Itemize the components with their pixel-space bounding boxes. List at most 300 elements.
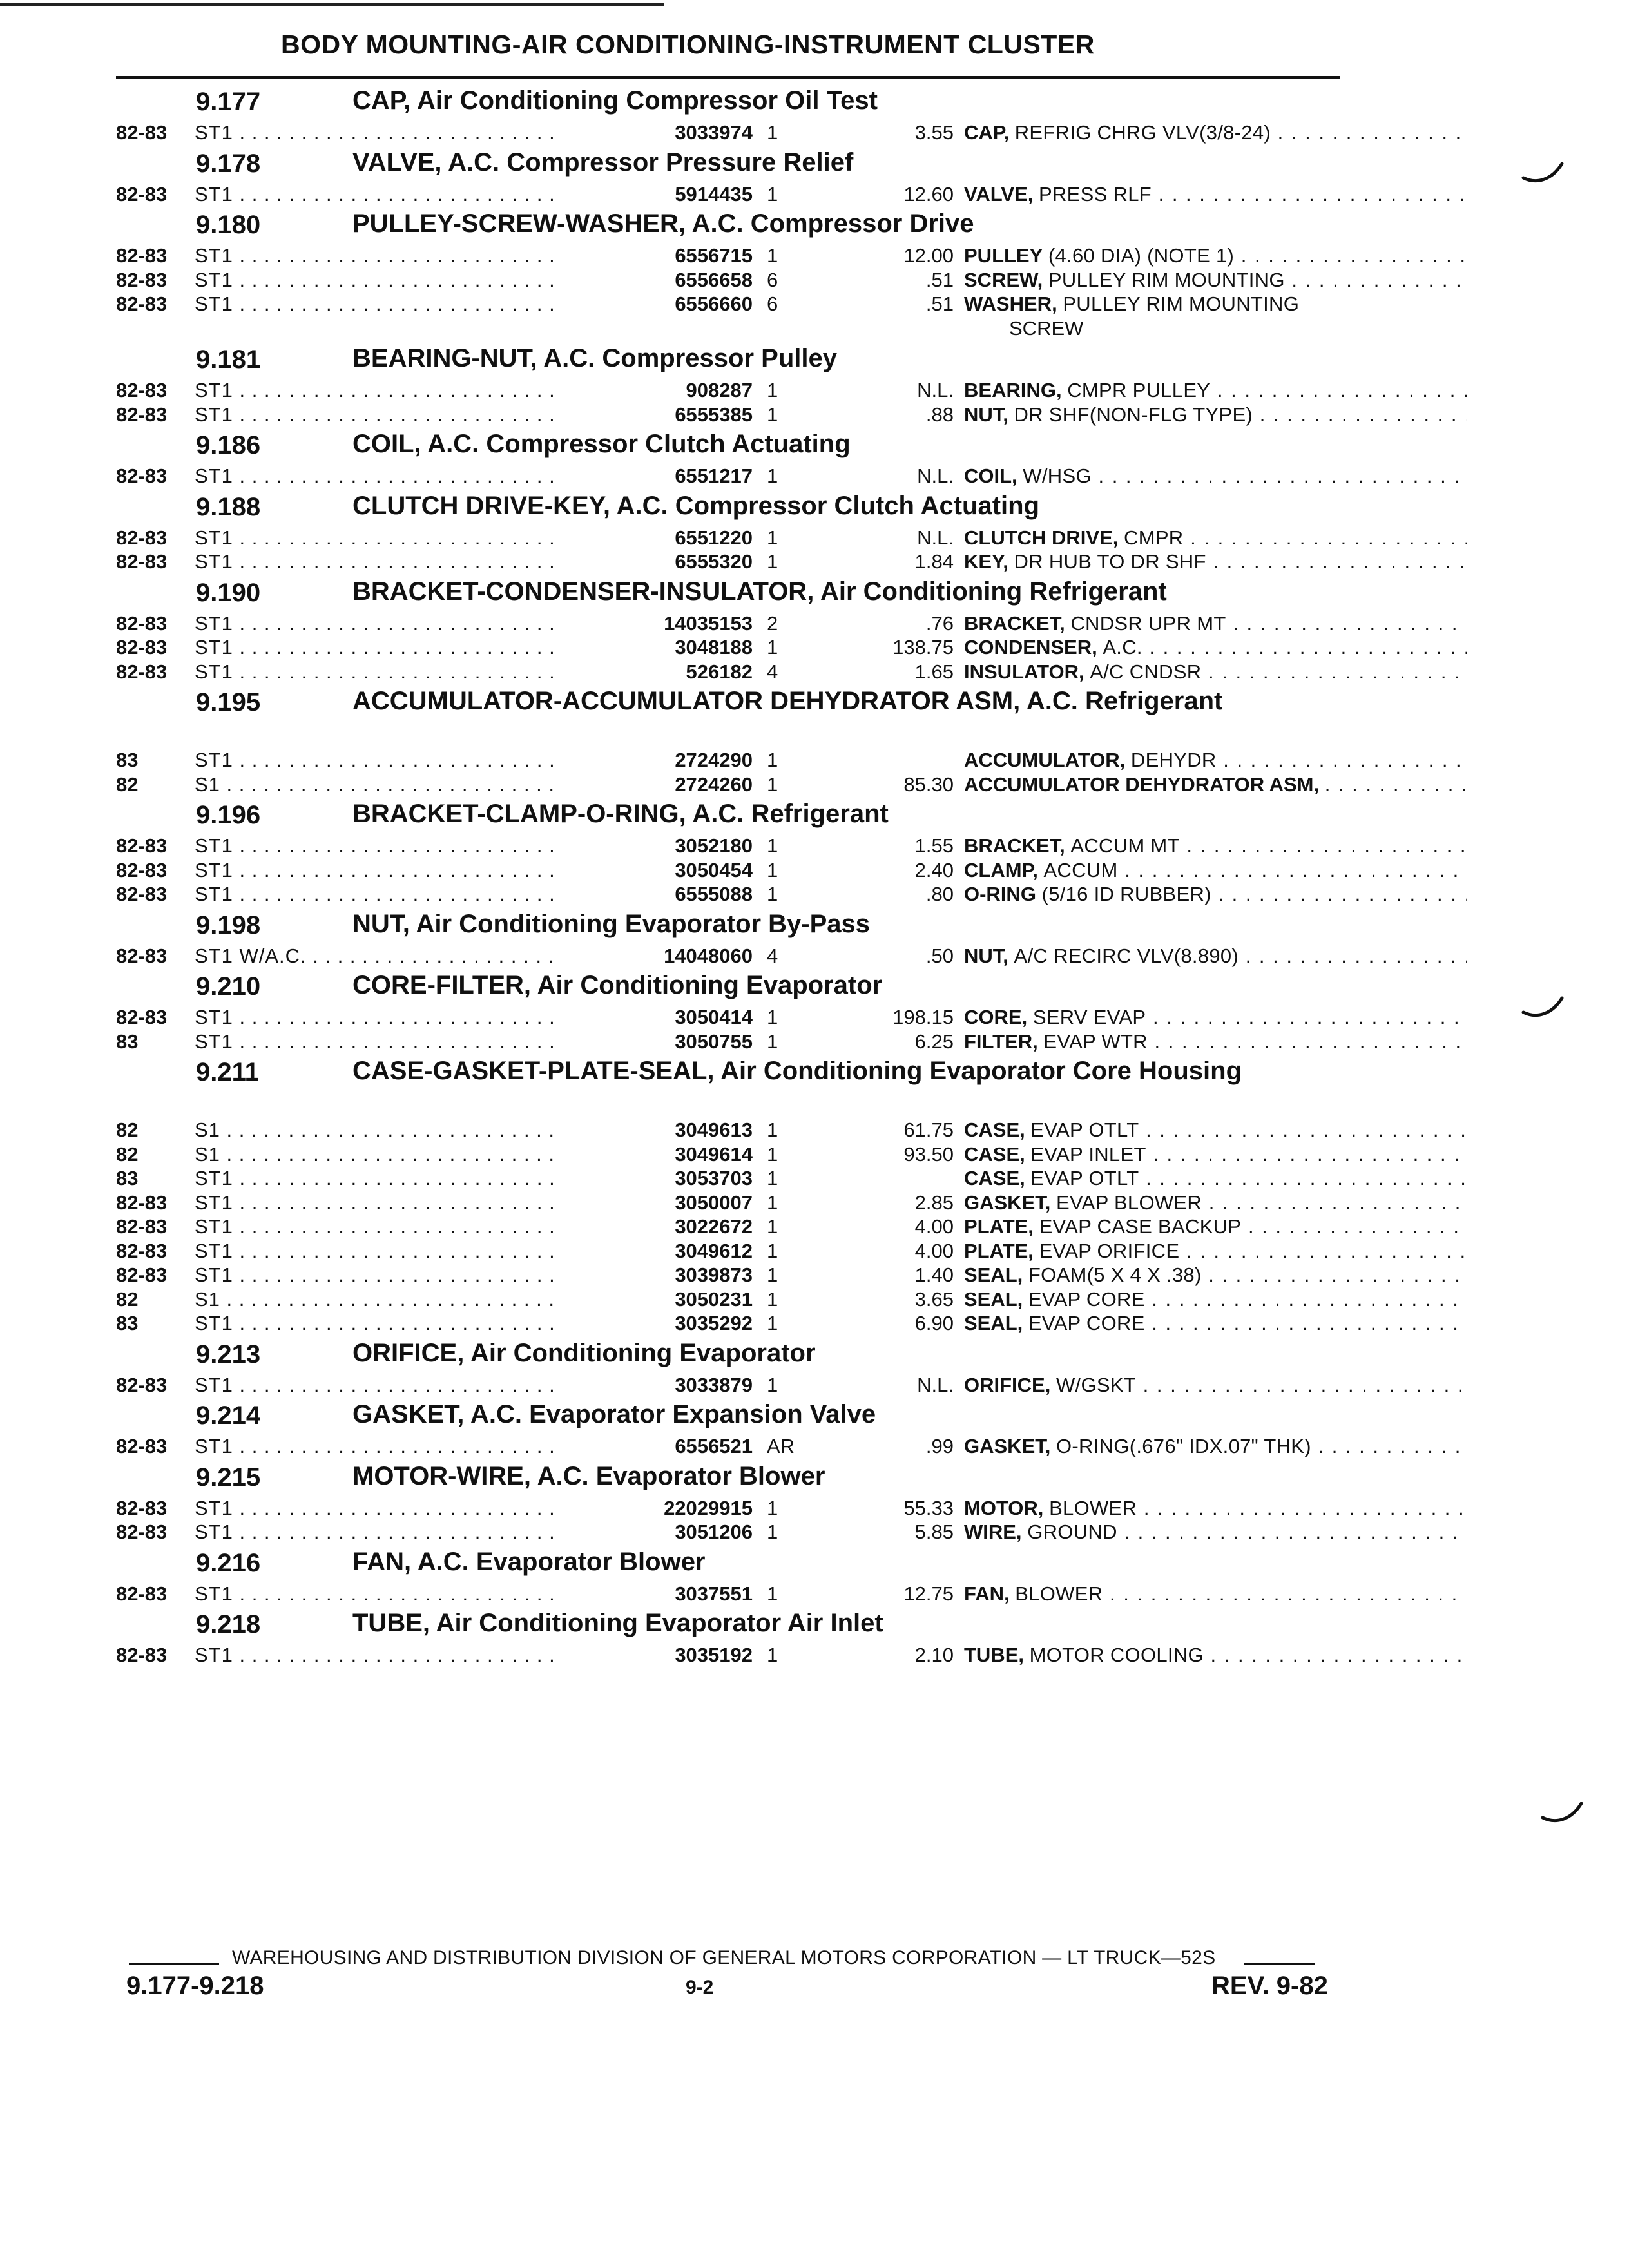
leader-dots (1241, 1215, 1467, 1238)
leader-dots (1226, 612, 1467, 635)
quantity: 1 (767, 1312, 778, 1334)
table-row (116, 636, 1340, 660)
model-year: 82-83 (116, 1006, 168, 1028)
quantity: 1 (767, 773, 778, 796)
leader-dots (1152, 183, 1467, 206)
quantity: 4 (767, 660, 778, 683)
table-row (116, 1167, 1340, 1191)
series-code: ST1 . . . (195, 293, 659, 316)
price: 2.40 (914, 858, 954, 881)
series-code: ST1 . . . (195, 183, 659, 206)
section-title: COIL, A.C. Compressor Clutch Actuating (352, 430, 851, 458)
quantity: 1 (767, 1373, 778, 1396)
price: .51 (925, 293, 954, 315)
margin-check-mark (1540, 1801, 1585, 1827)
item-detail: DEHYDR (1130, 749, 1217, 771)
item-description (964, 1288, 1467, 1311)
item-description (964, 550, 1467, 573)
model-year: 82-83 (116, 1215, 168, 1238)
quantity: 1 (767, 1264, 778, 1286)
table-row (116, 1030, 1340, 1055)
table-row (116, 612, 1340, 637)
footer-line (129, 1947, 1353, 1973)
quantity: 1 (767, 379, 778, 401)
item-detail: EVAP OTLT (1030, 1119, 1139, 1141)
table-row (116, 550, 1340, 575)
part-number: 6556715 (554, 244, 753, 267)
quantity: 1 (767, 1030, 778, 1053)
series-code: ST1 . . . (195, 660, 659, 684)
leader-dots (1217, 749, 1467, 771)
quantity: 1 (767, 834, 778, 857)
leader-dots (1136, 1374, 1467, 1396)
footer-text: WAREHOUSING AND DISTRIBUTION DIVISION OF GENERAL MOTORS CORPORATION — LT TRUCK—52S (232, 1947, 1216, 1968)
table-row (116, 1521, 1340, 1545)
item-name: SCREW, (964, 268, 1043, 291)
section-title: ORIFICE, Air Conditioning Evaporator (352, 1338, 816, 1367)
item-name: CASE, (964, 1167, 1025, 1189)
quantity: 1 (767, 1287, 778, 1311)
item-description (964, 660, 1467, 684)
section-header (116, 207, 1340, 244)
parts-section (116, 1606, 1340, 1668)
item-detail: BLOWER (1015, 1582, 1103, 1605)
model-year: 82-83 (116, 465, 168, 487)
leader-dots (1234, 244, 1467, 267)
part-number: 3049613 (554, 1119, 753, 1142)
leader-dots (1202, 1264, 1467, 1286)
series-code: ST1 . . . (195, 1215, 659, 1238)
table-row (116, 1435, 1340, 1459)
parts-section (116, 575, 1340, 685)
price: 12.75 (903, 1582, 954, 1605)
item-name: GASKET, (964, 1435, 1051, 1457)
section-header (116, 797, 1340, 834)
series-code: S1 . . . (195, 1288, 659, 1311)
item-description (964, 1119, 1467, 1142)
item-detail: A/C CNDSR (1090, 660, 1202, 683)
section-header (116, 1054, 1340, 1119)
model-year: 82 (116, 1142, 139, 1166)
section-title: BEARING-NUT, A.C. Compressor Pulley (352, 344, 837, 372)
leader-dots (1325, 773, 1467, 796)
series-code: ST1 . . . (195, 1030, 659, 1053)
price: 6.90 (914, 1312, 954, 1334)
item-description (964, 121, 1467, 144)
series-code: ST1 . . . (195, 1521, 659, 1544)
item-name: CONDENSER, (964, 636, 1097, 658)
series-code: ST1 . . . (195, 1264, 659, 1287)
part-number: 2724260 (554, 773, 753, 796)
item-detail: O-RING(.676" IDX.07" THK) (1055, 1435, 1311, 1457)
section-title: ACCUMULATOR-ACCUMULATOR DEHYDRATOR ASM, A.C. Refrigerant (352, 687, 1223, 715)
model-year: 82-83 (116, 660, 168, 683)
item-detail: EVAP OTLT (1030, 1167, 1139, 1189)
series-code: ST1 W/A.C. . . . (195, 945, 659, 968)
item-detail: ACCUM (1043, 858, 1118, 881)
part-number: 14035153 (554, 612, 753, 635)
parts-section (116, 968, 1340, 1054)
item-name: CLUTCH DRIVE, (964, 526, 1119, 549)
item-name: WIRE, (964, 1521, 1022, 1543)
model-year: 82 (116, 1287, 139, 1311)
section-number: 9.211 (196, 1058, 259, 1086)
item-description (964, 1006, 1467, 1029)
series-code: ST1 . . . (195, 121, 659, 144)
item-detail: CMPR PULLEY (1067, 379, 1211, 401)
section-number: 9.188 (196, 492, 261, 521)
section-title: PULLEY-SCREW-WASHER, A.C. Compressor Drive (352, 209, 974, 238)
section-header (116, 84, 1340, 121)
series-code: ST1 . . . (195, 526, 659, 550)
top-rule (0, 3, 664, 6)
section-number: 9.213 (196, 1340, 261, 1369)
item-name: FILTER, (964, 1030, 1038, 1053)
series-code: ST1 . . . (195, 550, 659, 573)
quantity: 6 (767, 293, 778, 315)
parts-section (116, 797, 1340, 907)
model-year: 82-83 (116, 611, 168, 635)
part-number: 6551220 (554, 526, 753, 550)
series-code: ST1 . . . (195, 883, 659, 906)
item-name: PULLEY (964, 244, 1043, 267)
price: 5.85 (914, 1521, 954, 1543)
item-name: KEY, (964, 550, 1008, 573)
part-number: 6556660 (554, 293, 753, 316)
section-title: CAP, Air Conditioning Compressor Oil Test (352, 86, 878, 115)
model-year: 82-83 (116, 858, 168, 881)
table-row (116, 121, 1340, 146)
quantity: AR (767, 1435, 795, 1457)
item-detail: (5/16 ID RUBBER) (1041, 883, 1211, 905)
part-number: 3051206 (554, 1521, 753, 1544)
section-header (116, 684, 1340, 749)
section-header (116, 427, 1340, 465)
item-description (964, 1215, 1467, 1238)
item-description (964, 526, 1467, 550)
price: 1.55 (914, 834, 954, 857)
quantity: 1 (767, 465, 778, 487)
leader-dots (1239, 945, 1467, 967)
quantity: 1 (767, 403, 778, 426)
section-title: BRACKET-CONDENSER-INSULATOR, Air Conditioning Refrigerant (352, 577, 1167, 606)
series-code: ST1 . . . (195, 244, 659, 267)
leader-dots (1180, 834, 1467, 857)
item-description (964, 883, 1467, 906)
item-description (964, 749, 1467, 772)
parts-section (116, 146, 1340, 207)
item-name: NUT, (964, 944, 1008, 967)
table-row (116, 244, 1340, 269)
leader-dots (1139, 1167, 1467, 1189)
parts-section (116, 427, 1340, 489)
part-number: 3053703 (554, 1167, 753, 1190)
section-title: NUT, Air Conditioning Evaporator By-Pass (352, 909, 871, 938)
section-number: 9.178 (196, 149, 261, 178)
section-title: BRACKET-CLAMP-O-RING, A.C. Refrigerant (352, 800, 889, 828)
parts-section (116, 207, 1340, 341)
item-detail: SERV EVAP (1032, 1006, 1146, 1028)
table-row (116, 883, 1340, 907)
table-row (116, 749, 1340, 773)
item-detail: EVAP BLOWER (1055, 1191, 1202, 1214)
item-description (964, 636, 1467, 659)
item-description (964, 1240, 1467, 1263)
price: 1.84 (914, 550, 954, 573)
section-number: 9.218 (196, 1610, 261, 1639)
part-number: 5914435 (554, 183, 753, 206)
model-year: 82-83 (116, 834, 168, 857)
item-description (964, 1143, 1467, 1166)
table-row (116, 1119, 1340, 1143)
table-row (116, 1582, 1340, 1607)
page-header (116, 27, 1340, 79)
item-description (964, 403, 1467, 427)
model-year: 82-83 (116, 1239, 168, 1262)
series-code: S1 . . . (195, 773, 659, 796)
margin-check-mark (1521, 161, 1566, 187)
price: 3.65 (914, 1287, 954, 1311)
section-number: 9.216 (196, 1548, 261, 1577)
part-number: 3048188 (554, 636, 753, 659)
price: 138.75 (892, 636, 954, 658)
part-number: 3033879 (554, 1374, 753, 1397)
leader-dots (1202, 1191, 1467, 1214)
item-description (964, 945, 1467, 968)
series-code: ST1 . . . (195, 612, 659, 635)
section-title: FAN, A.C. Evaporator Blower (352, 1547, 706, 1576)
part-number: 3033974 (554, 121, 753, 144)
price: 2.85 (914, 1191, 954, 1214)
leader-dots (1103, 1582, 1467, 1605)
footer-rule-left (129, 1963, 219, 1965)
table-row (116, 773, 1340, 798)
table-row (116, 526, 1340, 551)
model-year: 82-83 (116, 182, 168, 206)
item-description (964, 1167, 1467, 1190)
section-title: GASKET, A.C. Evaporator Expansion Valve (352, 1400, 876, 1428)
leader-dots (1204, 1644, 1467, 1666)
price: .99 (925, 1435, 954, 1457)
leader-dots (1211, 883, 1467, 905)
parts-section (116, 84, 1340, 146)
model-year: 82 (116, 773, 139, 796)
leader-dots (1145, 1312, 1467, 1334)
section-title: MOTOR-WIRE, A.C. Evaporator Blower (352, 1461, 825, 1490)
model-year: 82-83 (116, 883, 168, 905)
part-number: 2724290 (554, 749, 753, 772)
model-year: 83 (116, 749, 139, 771)
series-code: ST1 . . . (195, 1435, 659, 1458)
item-description (964, 834, 1467, 858)
price: 85.30 (903, 773, 954, 796)
price: N.L. (917, 526, 954, 549)
model-year: 82-83 (116, 293, 168, 315)
leader-dots (1311, 1435, 1467, 1457)
parts-list (116, 84, 1340, 1668)
item-name: SEAL, (964, 1264, 1023, 1286)
item-description-continued (964, 317, 1467, 340)
series-code: ST1 . . . (195, 1191, 659, 1215)
item-detail: EVAP CORE (1028, 1312, 1145, 1334)
item-name: COIL, (964, 465, 1017, 487)
leader-dots (1285, 269, 1467, 291)
leader-dots (1253, 403, 1467, 426)
table-row (116, 1240, 1340, 1264)
part-number: 3049612 (554, 1240, 753, 1263)
series-code: ST1 . . . (195, 269, 659, 292)
leader-dots (1148, 1030, 1467, 1053)
item-name: ACCUMULATOR, (964, 749, 1126, 771)
series-code: ST1 . . . (195, 1644, 659, 1667)
item-name: CAP, (964, 121, 1010, 144)
item-name: CASE, (964, 1142, 1025, 1166)
item-name: CLAMP, (964, 858, 1038, 881)
price: 3.55 (914, 121, 954, 144)
table-row (116, 269, 1340, 293)
section-header (116, 1336, 1340, 1374)
price: N.L. (917, 1373, 954, 1396)
item-description (964, 612, 1467, 635)
quantity: 1 (767, 883, 778, 905)
price: 93.50 (903, 1142, 954, 1166)
item-detail: EVAP ORIFICE (1039, 1239, 1180, 1262)
series-code: S1 . . . (195, 1119, 659, 1142)
quantity: 1 (767, 636, 778, 658)
item-name: PLATE, (964, 1215, 1034, 1238)
quantity: 1 (767, 1167, 778, 1189)
part-number: 3037551 (554, 1582, 753, 1606)
item-name: WASHER, (964, 293, 1057, 315)
price: N.L. (917, 465, 954, 487)
section-number: 9.214 (196, 1401, 261, 1430)
model-year: 82-83 (116, 244, 168, 267)
item-name: GASKET, (964, 1191, 1051, 1214)
series-code: ST1 . . . (195, 859, 659, 882)
item-detail: CNDSR UPR MT (1070, 611, 1226, 635)
quantity: 1 (767, 1496, 778, 1519)
leader-dots (1179, 1240, 1467, 1262)
section-number: 9.181 (196, 345, 261, 374)
series-code: ST1 . . . (195, 1312, 659, 1335)
item-name: VALVE, (964, 182, 1034, 206)
model-year: 82-83 (116, 403, 168, 426)
item-name: BRACKET, (964, 834, 1065, 857)
quantity: 1 (767, 550, 778, 573)
item-name: PLATE, (964, 1239, 1034, 1262)
item-name: ACCUMULATOR DEHYDRATOR ASM, (964, 773, 1320, 796)
model-year: 82-83 (116, 1521, 168, 1543)
section-header (116, 1606, 1340, 1644)
table-row (116, 183, 1340, 207)
table-row (116, 1006, 1340, 1030)
item-description (964, 1644, 1467, 1667)
item-name: INSULATOR, (964, 660, 1084, 683)
section-header (116, 341, 1340, 379)
table-row (116, 1644, 1340, 1668)
part-number: 3050231 (554, 1288, 753, 1311)
item-detail: GROUND (1027, 1521, 1117, 1543)
item-description (964, 269, 1467, 292)
model-year: 83 (116, 1167, 139, 1189)
parts-section (116, 1459, 1340, 1545)
part-number: 3050007 (554, 1191, 753, 1215)
item-description (964, 1374, 1467, 1397)
item-detail: PULLEY RIM MOUNTING (1063, 293, 1300, 315)
model-year: 82-83 (116, 1496, 168, 1519)
model-year: 82 (116, 1119, 139, 1141)
series-code: ST1 . . . (195, 379, 659, 402)
part-number: 6556658 (554, 269, 753, 292)
series-code: ST1 . . . (195, 1167, 659, 1190)
item-detail: A/C RECIRC VLV(8.890) (1014, 944, 1239, 967)
model-year: 82-83 (116, 1435, 168, 1457)
item-description (964, 183, 1467, 206)
leader-dots (1139, 1119, 1467, 1141)
section-header (116, 968, 1340, 1006)
section-number: 9.210 (196, 972, 261, 1001)
section-header (116, 1398, 1340, 1435)
item-description (964, 1030, 1467, 1053)
table-row (116, 403, 1340, 428)
series-code: ST1 . . . (195, 636, 659, 659)
part-number: 3050414 (554, 1006, 753, 1029)
item-name: TUBE, (964, 1644, 1024, 1666)
series-code: ST1 . . . (195, 1374, 659, 1397)
leader-dots (1146, 1143, 1467, 1166)
item-name: NUT, (964, 403, 1008, 426)
item-description (964, 1435, 1467, 1458)
parts-section (116, 1336, 1340, 1398)
part-number: 6551217 (554, 465, 753, 488)
item-detail: (4.60 DIA) (NOTE 1) (1048, 244, 1235, 267)
model-year: 82-83 (116, 121, 168, 144)
model-year: 82-83 (116, 1373, 168, 1396)
part-number: 22029915 (554, 1497, 753, 1520)
table-row (116, 379, 1340, 403)
section-header (116, 1459, 1340, 1497)
quantity: 1 (767, 749, 778, 771)
leader-dots (1117, 1521, 1467, 1543)
table-row (116, 834, 1340, 859)
table-row (116, 859, 1340, 883)
item-detail: BLOWER (1049, 1496, 1137, 1519)
price: .80 (925, 883, 954, 905)
price: 12.00 (903, 244, 954, 267)
price: 198.15 (892, 1006, 954, 1028)
item-detail: DR HUB TO DR SHF (1014, 550, 1206, 573)
model-year: 82-83 (116, 944, 168, 967)
table-row (116, 1374, 1340, 1398)
section-header (116, 907, 1340, 945)
model-year: 82-83 (116, 550, 168, 573)
section-number: 9.190 (196, 578, 261, 607)
section-title: CORE-FILTER, Air Conditioning Evaporator (352, 971, 883, 999)
quantity: 1 (767, 1119, 778, 1141)
section-number: 9.195 (196, 688, 261, 716)
series-code: ST1 . . . (195, 1240, 659, 1263)
table-row (116, 1288, 1340, 1312)
item-detail: ACCUM MT (1070, 834, 1180, 857)
part-number: 14048060 (554, 945, 753, 968)
part-number: 526182 (554, 660, 753, 684)
footer-revision: REV. 9-82 (1211, 1972, 1328, 2000)
table-row (116, 1143, 1340, 1168)
item-detail: PULLEY RIM MOUNTING (1048, 268, 1285, 291)
item-description (964, 1497, 1467, 1520)
item-name: MOTOR, (964, 1496, 1044, 1519)
leader-dots (1201, 660, 1467, 683)
